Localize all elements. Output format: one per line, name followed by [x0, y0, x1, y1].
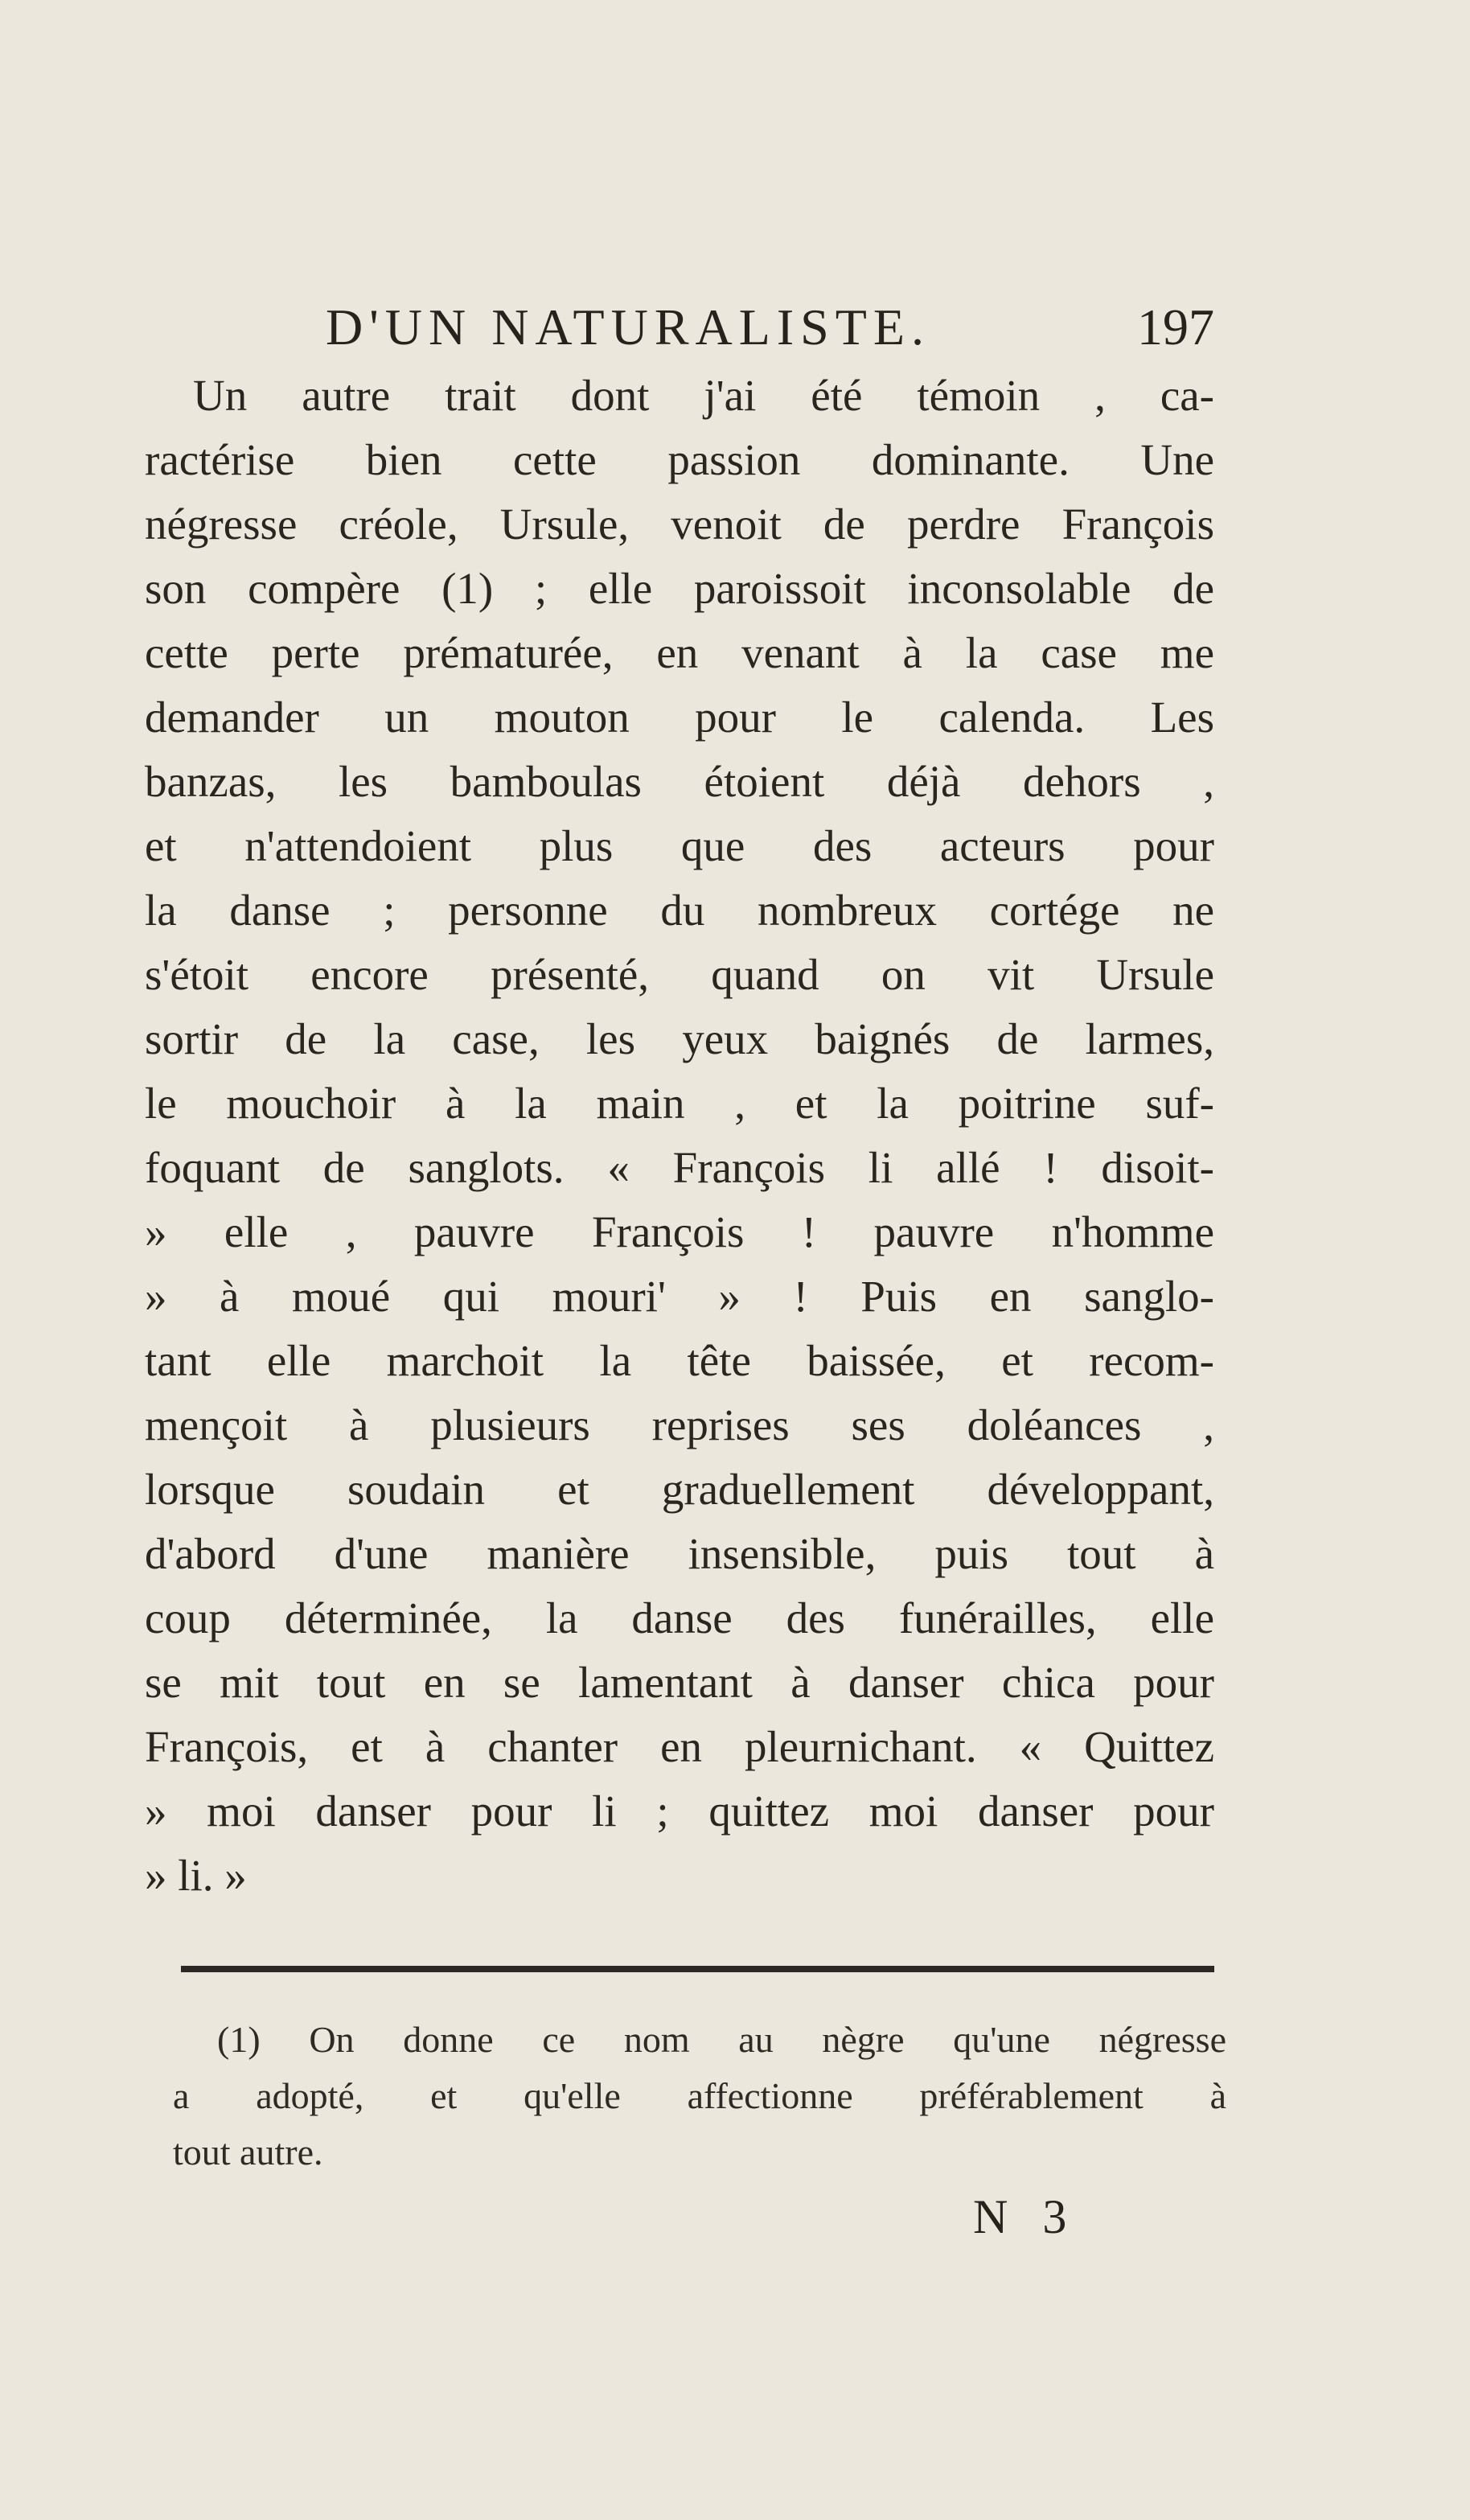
- text-line: coup déterminée, la danse des funérailles, elle: [145, 1593, 1214, 1642]
- text-line: banzas, les bamboulas étoient déjà dehors ,: [145, 757, 1214, 806]
- text-line: s'étoit encore présenté, quand on vit Ursule: [145, 950, 1214, 999]
- footnote-line: a adopté, et qu'elle affectionne préférablement à: [173, 2075, 1226, 2116]
- signature-mark: N 3: [973, 2190, 1078, 2243]
- page-number: 197: [1137, 298, 1214, 356]
- footnote-rule: [181, 1966, 1214, 1972]
- text-line: son compère (1) ; elle paroissoit inconsolable de: [145, 564, 1214, 613]
- text-line: se mit tout en se lamentant à danser chica pour: [145, 1658, 1214, 1707]
- running-head: D'UN NATURALISTE.: [326, 298, 930, 356]
- text-line: » elle , pauvre François ! pauvre n'homme: [145, 1207, 1214, 1256]
- text-line: tant elle marchoit la tête baissée, et recom-: [145, 1336, 1214, 1385]
- body-text: [145, 364, 1214, 1932]
- text-line: lorsque soudain et graduellement développant,: [145, 1465, 1214, 1514]
- text-line: le mouchoir à la main , et la poitrine suf-: [145, 1079, 1214, 1128]
- text-line: la danse ; personne du nombreux cortége ne: [145, 886, 1214, 935]
- text-line: Un autre trait dont j'ai été témoin , ca-: [193, 371, 1214, 420]
- footnote-line: (1) On donne ce nom au nègre qu'une négresse: [217, 2019, 1226, 2060]
- text-line: négresse créole, Ursule, venoit de perdre François: [145, 499, 1214, 549]
- text-line: d'abord d'une manière insensible, puis tout à: [145, 1529, 1214, 1578]
- text-line: » à moué qui mouri' » ! Puis en sanglo-: [145, 1272, 1214, 1321]
- text-line: et n'attendoient plus que des acteurs pour: [145, 821, 1214, 870]
- text-line: ractérise bien cette passion dominante. Une: [145, 435, 1214, 484]
- text-line: » moi danser pour li ; quittez moi danser pour: [145, 1786, 1214, 1836]
- footnote-line: tout autre.: [173, 2132, 323, 2173]
- text-line: François, et à chanter en pleurnichant. « Quittez: [145, 1722, 1214, 1771]
- text-line: sortir de la case, les yeux baignés de larmes,: [145, 1014, 1214, 1063]
- text-line: cette perte prématurée, en venant à la case me: [145, 628, 1214, 677]
- text-line: foquant de sanglots. « François li allé ! disoit-: [145, 1143, 1214, 1192]
- page-header: [145, 298, 1214, 362]
- text-line: mençoit à plusieurs reprises ses doléances ,: [145, 1400, 1214, 1449]
- text-line: demander un mouton pour le calenda. Les: [145, 693, 1214, 742]
- text-line: » li. »: [145, 1851, 247, 1900]
